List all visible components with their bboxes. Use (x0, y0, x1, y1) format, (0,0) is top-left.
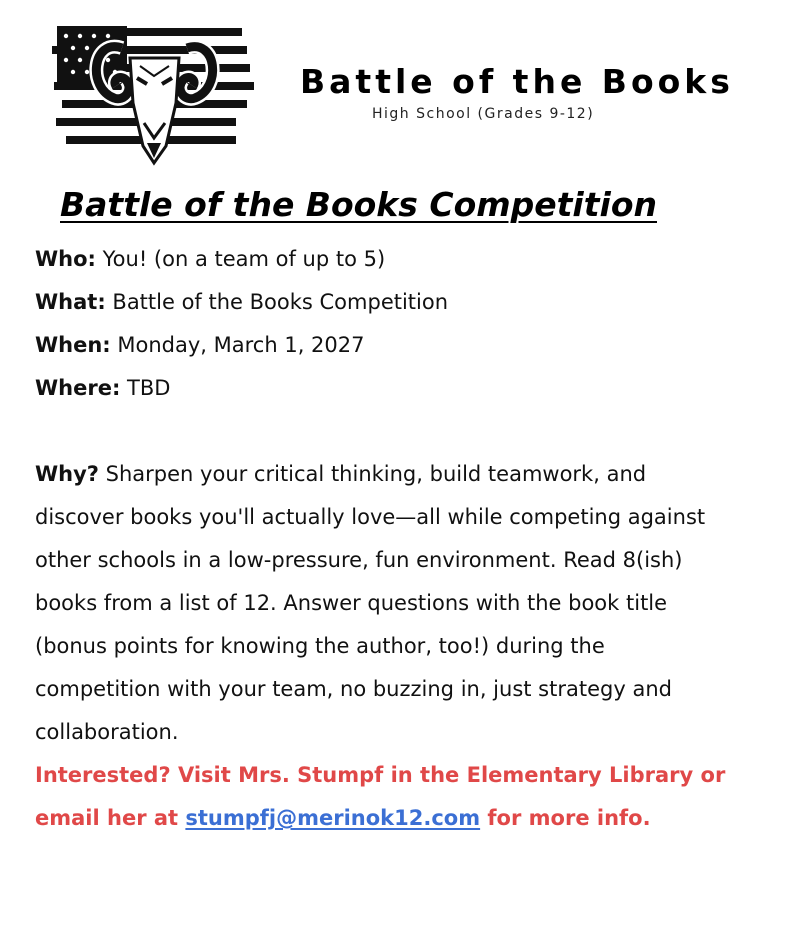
header-title: Battle of the Books (300, 62, 734, 101)
contact-callout (35, 754, 735, 840)
when-row (35, 324, 735, 367)
what-value: Battle of the Books Competition (105, 290, 449, 314)
who-value: You! (on a team of up to 5) (95, 247, 386, 271)
who-row (35, 238, 735, 281)
when-label: When: (35, 333, 111, 357)
what-row (35, 281, 735, 324)
when-value: Monday, March 1, 2027 (110, 333, 365, 357)
what-label: What: (35, 290, 106, 314)
header-subtitle: High School (Grades 9-12) (372, 106, 595, 122)
callout-text-before: Interested? Visit Mrs. Stumpf in the Elementary Library or email her at (35, 763, 726, 830)
where-value: TBD (120, 376, 171, 400)
where-label: Where: (35, 376, 121, 400)
email-link[interactable]: stumpfj@merinok12.com (185, 806, 481, 830)
callout-text-after: for more info. (480, 806, 651, 830)
why-paragraph (35, 453, 735, 754)
why-label: Why? (35, 462, 99, 486)
where-row (35, 367, 735, 410)
page-title: Battle of the Books Competition (60, 185, 657, 224)
why-text: Sharpen your critical thinking, build teamwork, and discover books you'll actually love—all while competing against other schools in a low-pressure, fun environment. Read 8(ish) books from a list of 12. Answer questions with the book title (bonus points for knowing the author, too!) during the competition with your team, no buzzing in, just strategy and collaboration. (35, 462, 706, 744)
who-label: Who: (35, 247, 96, 271)
ram-flag-icon (52, 18, 257, 168)
flyer-body (35, 238, 735, 840)
